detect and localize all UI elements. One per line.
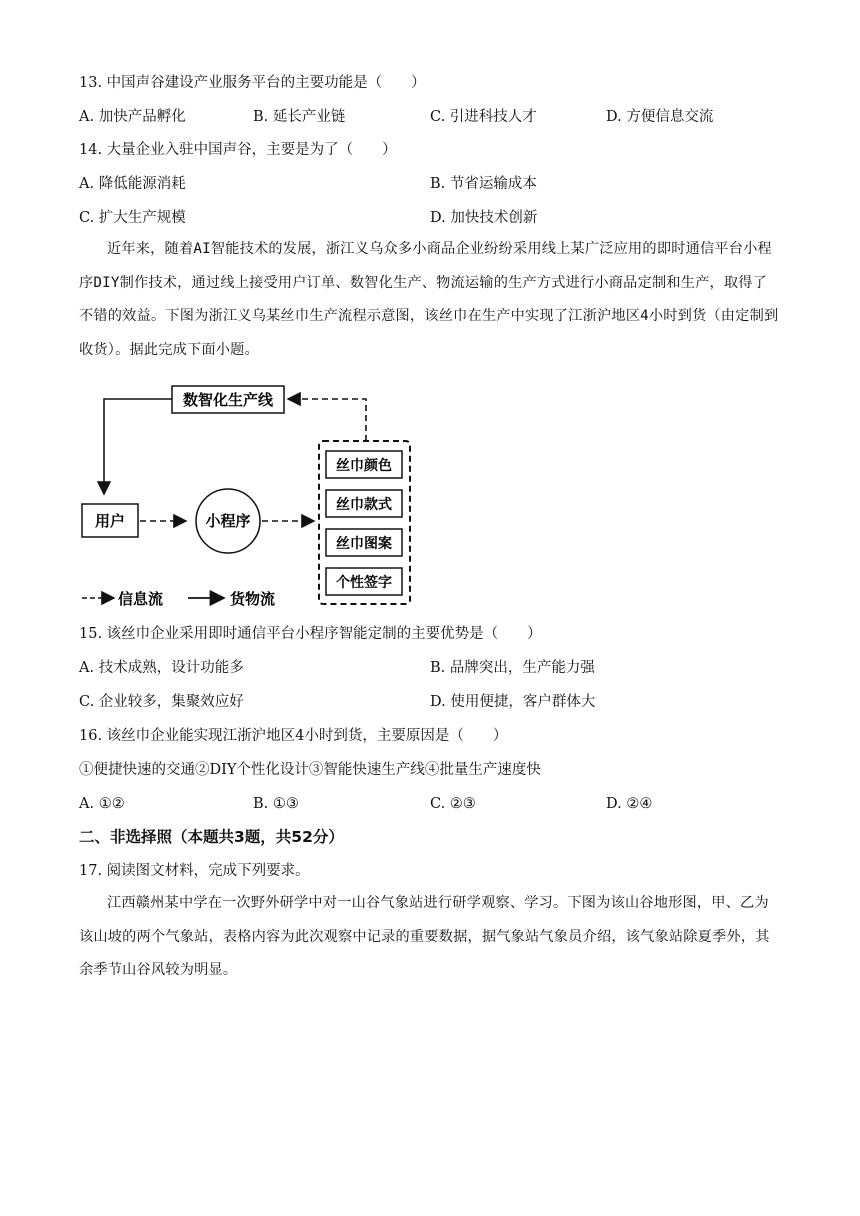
q13-stem: 13. 中国声谷建设产业服务平台的主要功能是（ ）	[79, 75, 426, 91]
q15-option-c: C. 企业较多，集聚效应好	[79, 694, 244, 710]
production-line-label: 数智化生产线	[182, 391, 274, 409]
q13-option-c: C. 引进科技人才	[430, 109, 537, 125]
q14-stem: 14. 大量企业入驻中国声谷，主要是为了（ ）	[79, 142, 397, 158]
option-color-label: 丝巾颜色	[336, 458, 392, 474]
q15-option-b: B. 品牌突出，生产能力强	[430, 660, 595, 676]
q14-option-b: B. 节省运输成本	[430, 176, 537, 192]
passage-silk-scarf-text: 近年来，随着AI智能技术的发展，浙江义乌众多小商品企业纷纷采用线上某广泛应用的即时通信平台小程序DIY制作技术，通过线上接受用户订单、数智化生产、物流运输的生产方式进行小商品定制和生产，取得了不错的效益。下图为浙江义乌某丝巾生产流程示意图，该丝巾在生产中实现了江浙沪地区4小时到货（由定制到收货）。据此完成下面小题。	[79, 241, 779, 358]
goods-flow-arrow	[104, 399, 172, 494]
option-style-label: 丝巾款式	[336, 497, 392, 513]
legend-info-flow-label: 信息流	[118, 590, 164, 608]
q16-stem: 16. 该丝巾企业能实现江浙沪地区4小时到货，主要原因是（ ）	[79, 728, 508, 744]
q15-option-d: D. 使用便捷，客户群体大	[430, 694, 596, 710]
mini-program-label: 小程序	[205, 512, 251, 530]
q16-option-b: B. ①③	[253, 796, 299, 812]
info-flow-arrow-to-production	[288, 399, 366, 441]
q15-stem: 15. 该丝巾企业采用即时通信平台小程序智能定制的主要优势是（ ）	[79, 626, 542, 642]
q16-statements: ①便捷快速的交通②DIY个性化设计③智能快速生产线④批量生产速度快	[79, 762, 541, 778]
q15-option-a: A. 技术成熟，设计功能多	[79, 660, 244, 676]
q17-passage	[79, 887, 779, 988]
option-signature-label: 个性签字	[336, 575, 392, 591]
q13-option-b: B. 延长产业链	[253, 109, 346, 125]
q16-option-c: C. ②③	[430, 796, 476, 812]
production-flow-diagram	[78, 378, 418, 610]
legend-goods-flow-label: 货物流	[230, 590, 276, 608]
section-2-heading: 二、非选择照（本题共3题，共52分）	[79, 828, 344, 846]
q17-passage-text: 江西赣州某中学在一次野外研学中对一山谷气象站进行研学观察、学习。下图为该山谷地形图，甲、乙为该山坡的两个气象站，表格内容为此次观察中记录的重要数据，据气象站气象员介绍，该气象站除夏季外，其余季节山谷风较为明显。	[79, 895, 770, 978]
q13-option-a: A. 加快产品孵化	[79, 109, 186, 125]
q14-option-c: C. 扩大生产规模	[79, 210, 186, 226]
passage-silk-scarf	[79, 233, 779, 367]
q17-stem: 17. 阅读图文材料，完成下列要求。	[79, 863, 310, 879]
option-pattern-label: 丝巾图案	[336, 536, 392, 552]
q14-option-d: D. 加快技术创新	[430, 210, 538, 226]
q16-option-d: D. ②④	[606, 796, 653, 812]
q16-option-a: A. ①②	[79, 796, 125, 812]
user-label: 用户	[94, 512, 126, 530]
q13-option-d: D. 方便信息交流	[606, 109, 714, 125]
q14-option-a: A. 降低能源消耗	[79, 176, 186, 192]
